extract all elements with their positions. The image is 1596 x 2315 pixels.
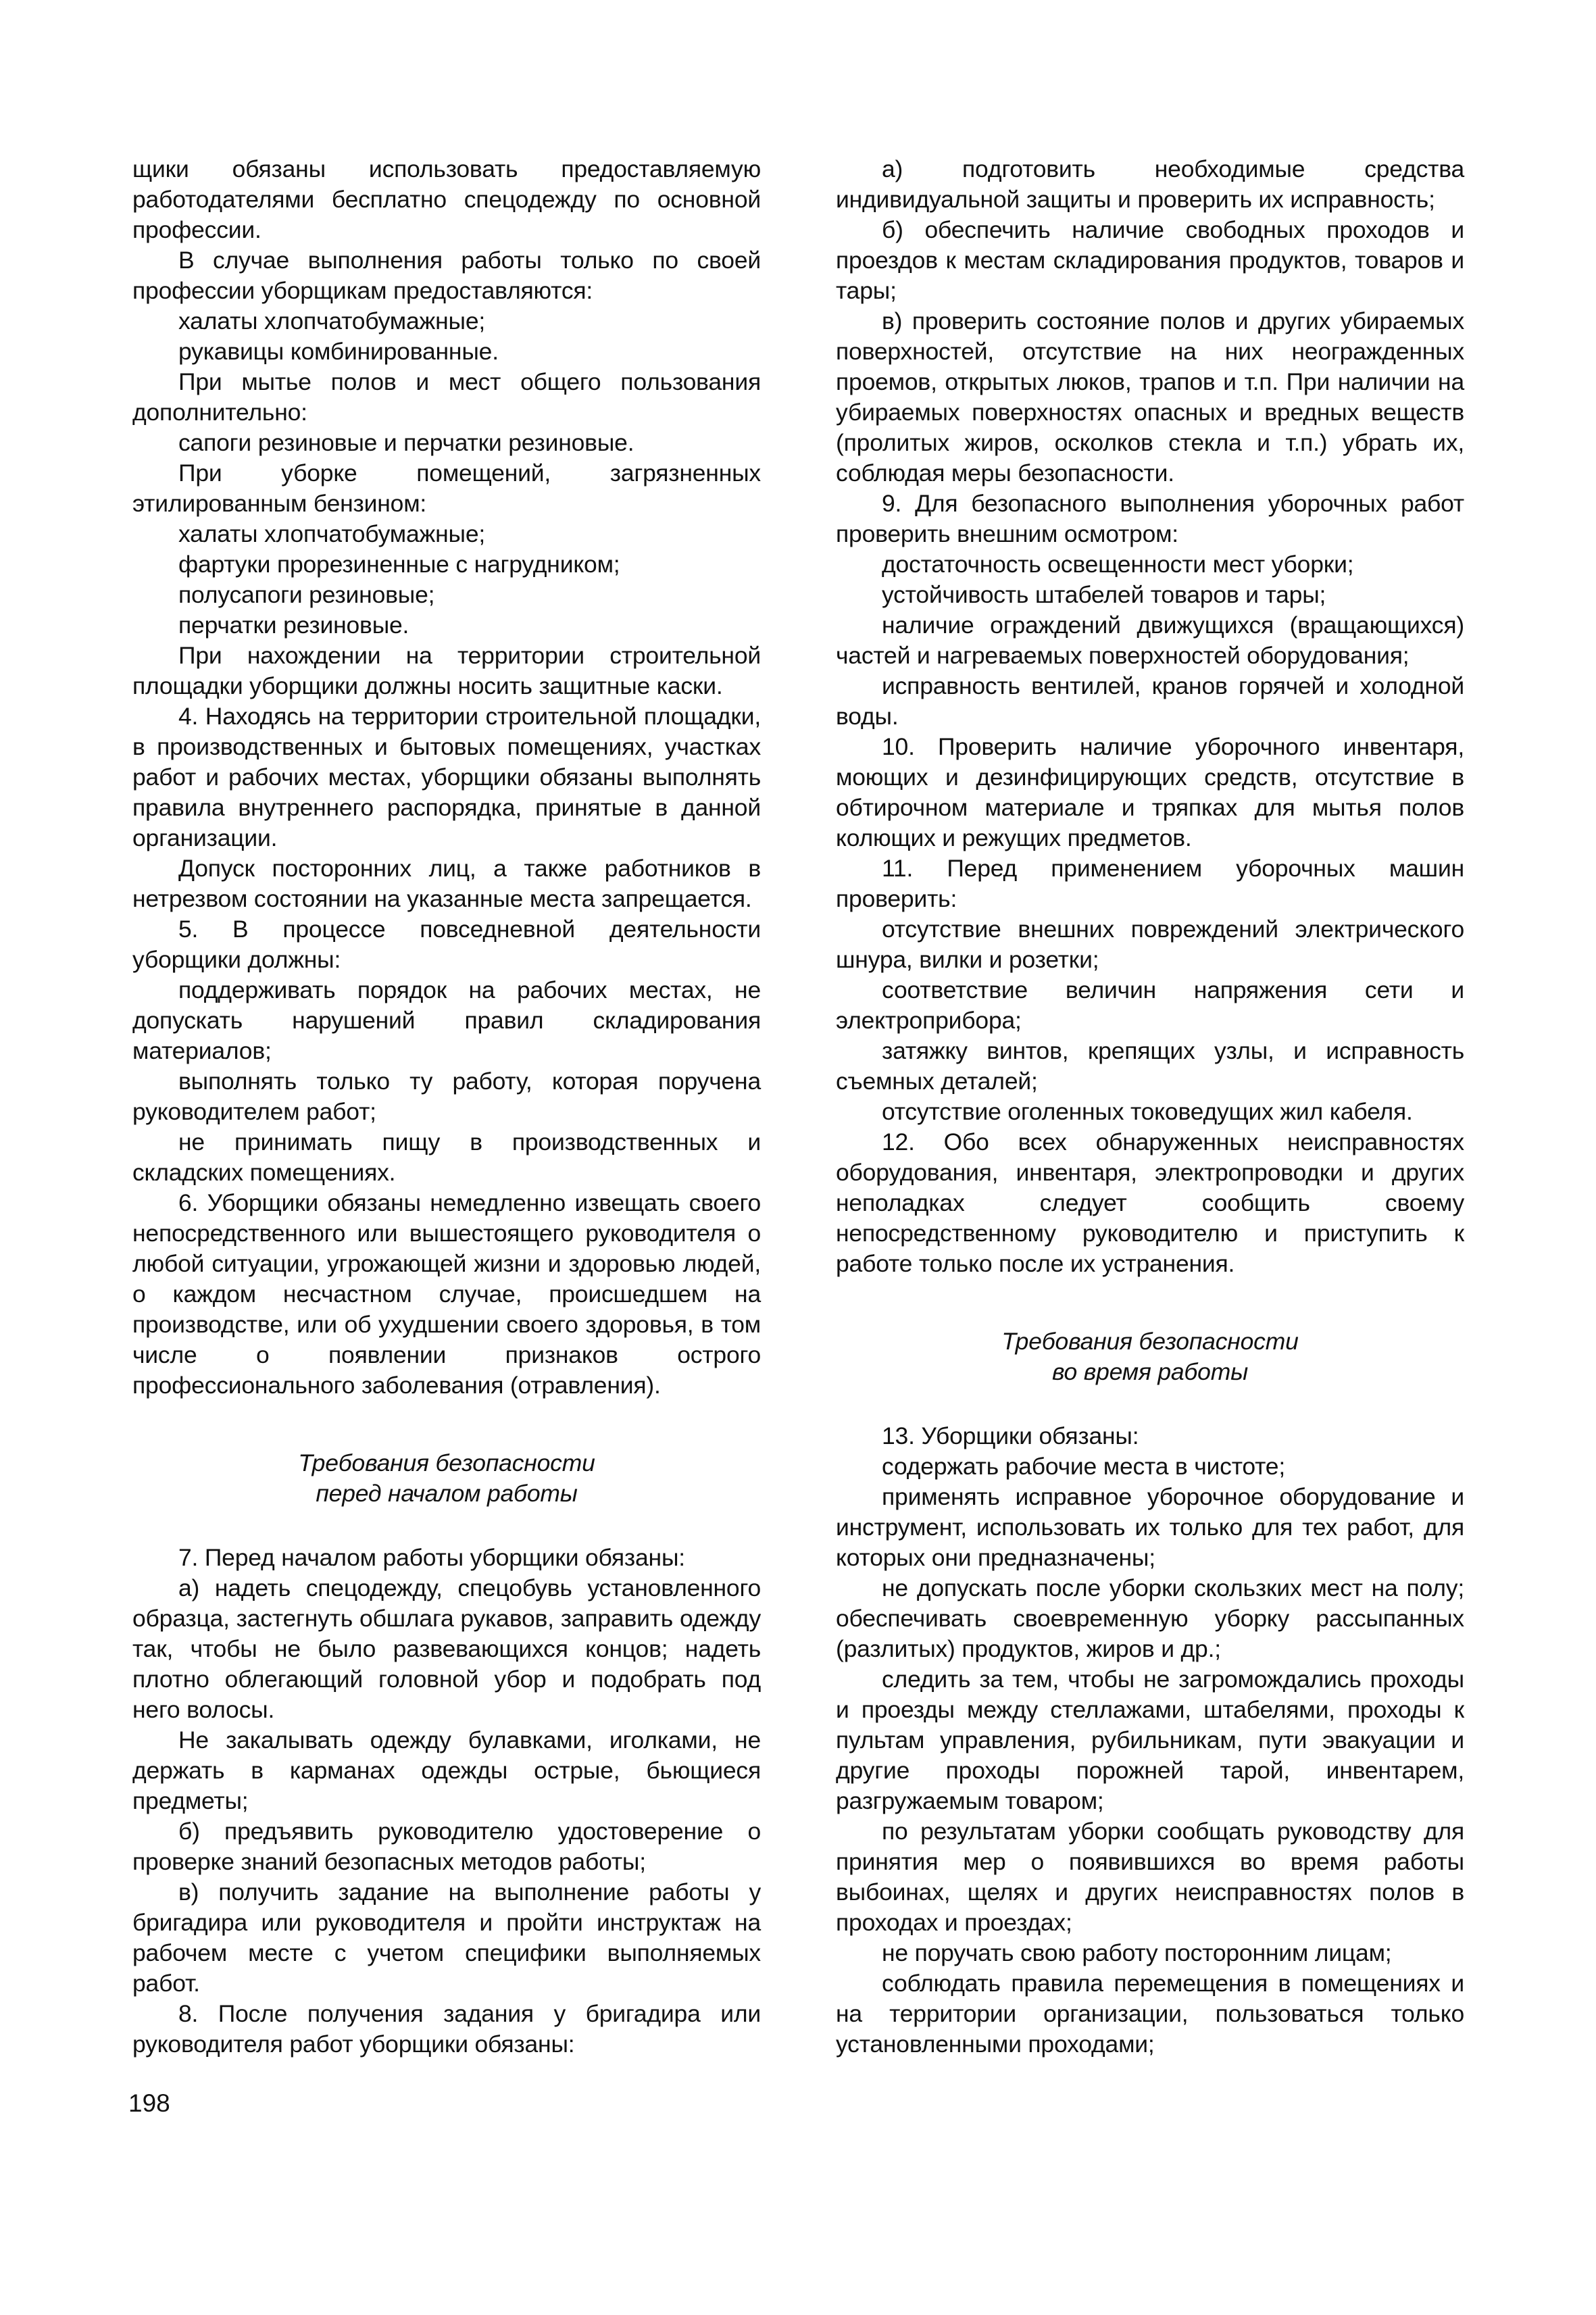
- paragraph: б) обеспечить наличие свободных проходов и проездов к местам складирования продуктов, товаров и тары;: [836, 216, 1464, 304]
- paragraph: При нахождении на территории строительной площадки уборщики должны носить защитные каски.: [132, 642, 761, 699]
- paragraph: 10. Проверить наличие уборочного инвентаря, моющих и дезинфицирующих средств, отсутствие в обтирочном материале и тряпках для мытья полов колющих и режущих предметов.: [836, 733, 1464, 851]
- paragraph: 13. Уборщики обязаны:: [882, 1422, 1139, 1449]
- paragraph: рукавицы комбинированные.: [178, 338, 499, 365]
- paragraph: в) получить задание на выполнение работы у бригадира или руководителя и пройти инструктаж на рабочем месте с учетом специфики выполняемых работ.: [132, 1878, 761, 1997]
- paragraph: затяжку винтов, крепящих узлы, и исправность съемных деталей;: [836, 1037, 1464, 1095]
- paragraph: следить за тем, чтобы не загромождались проходы и проезды между стеллажами, штабелями, проходы к пультам управления, рубильникам, пути эвакуации и другие проходы порожней тарой, инвентарем, разгружаемым товаром;: [836, 1666, 1464, 1814]
- paragraph: исправность вентилей, кранов горячей и холодной воды.: [836, 672, 1464, 730]
- paragraph: полусапоги резиновые;: [178, 581, 435, 608]
- paragraph: достаточность освещенности мест уборки;: [882, 551, 1354, 578]
- paragraph: 11. Перед применением уборочных машин проверить:: [836, 855, 1464, 912]
- page-number: 198: [128, 2089, 170, 2117]
- section-heading-line: перед началом работы: [316, 1480, 578, 1507]
- paragraph: При мытье полов и мест общего пользования дополнительно:: [132, 368, 761, 426]
- paragraph: 5. В процессе повседневной деятельности уборщики должны:: [132, 916, 761, 973]
- paragraph: 8. После получения задания у бригадира или руководителя работ уборщики обязаны:: [132, 2000, 761, 2058]
- paragraph: Допуск посторонних лиц, а также работников в нетрезвом состоянии на указанные места запрещается.: [132, 855, 761, 912]
- paragraph: поддерживать порядок на рабочих местах, не допускать нарушений правил складирования материалов;: [132, 976, 761, 1064]
- paragraph: по результатам уборки сообщать руководству для принятия мер о появившихся во время работы выбоинах, щелях и других неисправностях полов в проходах и проездах;: [836, 1818, 1464, 1936]
- paragraph: 7. Перед началом работы уборщики обязаны:: [178, 1544, 685, 1571]
- paragraph: содержать рабочие места в чистоте;: [882, 1453, 1286, 1480]
- paragraph: выполнять только ту работу, которая поручена руководителем работ;: [132, 1068, 761, 1125]
- section-heading-line: Требования безопасности: [1001, 1328, 1299, 1355]
- paragraph: наличие ограждений движущихся (вращающихся) частей и нагреваемых поверхностей оборудования;: [836, 612, 1464, 669]
- paragraph: 6. Уборщики обязаны немедленно извещать своего непосредственного или вышестоящего руководителя о любой ситуации, угрожающей жизни и здоровью людей, о каждом несчастном случае, происшедшем на производстве, или об ухудшении своего здоровья, в том числе о появлении признаков острого профессионального заболевания (отравления).: [132, 1189, 761, 1399]
- paragraph: сапоги резиновые и перчатки резиновые.: [178, 429, 634, 456]
- paragraph: применять исправное уборочное оборудование и инструмент, использовать их только для тех работ, для которых они предназначены;: [836, 1483, 1464, 1571]
- paragraph: халаты хлопчатобумажные;: [178, 520, 486, 547]
- section-heading-line: во время работы: [1051, 1358, 1249, 1385]
- paragraph: 12. Обо всех обнаруженных неисправностях оборудования, инвентаря, электропроводки и других неполадках следует сообщить своему непосредственному руководителю и приступить к работе только после их устранения.: [836, 1128, 1464, 1277]
- paragraph: щики обязаны использовать предоставляемую работодателями бесплатно спецодежду по основной профессии.: [132, 155, 761, 243]
- section-heading-before-work: [132, 1448, 761, 1509]
- paragraph: в) проверить состояние полов и других убираемых поверхностей, отсутствие на них неогражденных проемов, открытых люков, трапов и т.п. При наличии на убираемых поверхностях опасных и вредных веществ (пролитых жиров, осколков стекла и т.п.) убрать их, соблюдая меры безопасности.: [836, 307, 1464, 487]
- paragraph: а) подготовить необходимые средства индивидуальной защиты и проверить их исправность;: [836, 155, 1464, 213]
- section-heading-line: Требования безопасности: [298, 1449, 595, 1476]
- paragraph: соблюдать правила перемещения в помещениях и на территории организации, пользоваться только установленными проходами;: [836, 1970, 1464, 2058]
- paragraph: перчатки резиновые.: [178, 612, 409, 639]
- paragraph: халаты хлопчатобумажные;: [178, 307, 486, 334]
- paragraph: соответствие величин напряжения сети и электроприбора;: [836, 976, 1464, 1034]
- paragraph: 9. Для безопасного выполнения уборочных работ проверить внешним осмотром:: [836, 490, 1464, 547]
- paragraph: 4. Находясь на территории строительной площадки, в производственных и бытовых помещениях, участках работ и рабочих местах, уборщики обязаны выполнять правила внутреннего распорядка, принятые в данной организации.: [132, 703, 761, 851]
- paragraph: устойчивость штабелей товаров и тары;: [882, 581, 1326, 608]
- paragraph: не принимать пищу в производственных и складских помещениях.: [132, 1128, 761, 1186]
- paragraph: При уборке помещений, загрязненных этилированным бензином:: [132, 459, 761, 517]
- paragraph: отсутствие оголенных токоведущих жил кабеля.: [882, 1098, 1413, 1125]
- paragraph: фартуки прорезиненные с нагрудником;: [178, 551, 620, 578]
- paragraph: Не закалывать одежду булавками, иголками, не держать в карманах одежды острые, бьющиеся предметы;: [132, 1726, 761, 1814]
- paragraph: б) предъявить руководителю удостоверение о проверке знаний безопасных методов работы;: [132, 1818, 761, 1875]
- section-heading-during-work: [836, 1326, 1464, 1387]
- paragraph: не поручать свою работу посторонним лицам;: [882, 1939, 1392, 1966]
- paragraph: отсутствие внешних повреждений электрического шнура, вилки и розетки;: [836, 916, 1464, 973]
- paragraph: В случае выполнения работы только по своей профессии уборщикам предоставляются:: [132, 247, 761, 304]
- left-column: [132, 154, 761, 2060]
- right-column: [836, 154, 1464, 2060]
- paragraph: не допускать после уборки скользких мест на полу; обеспечивать своевременную уборку рассыпанных (разлитых) продуктов, жиров и др.;: [836, 1574, 1464, 1662]
- paragraph: а) надеть спецодежду, спецобувь установленного образца, застегнуть обшлага рукавов, заправить одежду так, чтобы не было развевающихся концов; надеть плотно облегающий головной убор и подобрать под него волосы.: [132, 1574, 761, 1723]
